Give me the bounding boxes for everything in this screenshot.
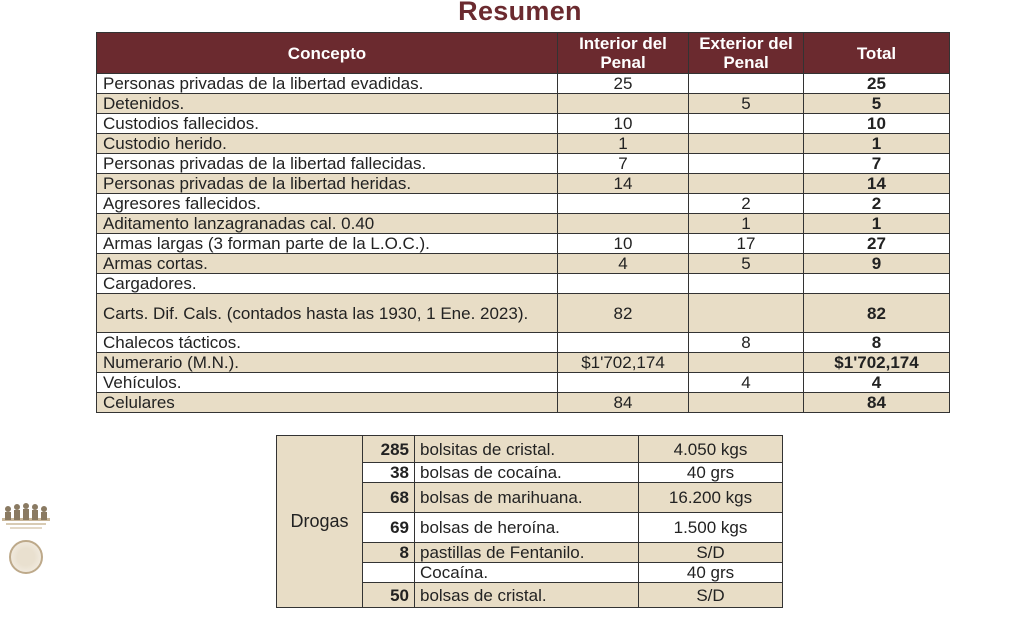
table-row xyxy=(97,294,950,333)
cell-interior: 84 xyxy=(558,393,689,413)
summary-table xyxy=(96,32,950,413)
table-row xyxy=(97,214,950,234)
drugs-table xyxy=(276,435,783,608)
drug-count: 69 xyxy=(363,513,415,543)
cell-total: 27 xyxy=(804,234,950,254)
drug-amount: 1.500 kgs xyxy=(639,513,783,543)
cell-interior: $1'702,174 xyxy=(558,353,689,373)
drug-amount: S/D xyxy=(639,583,783,608)
cell-concepto: Chalecos tácticos. xyxy=(97,333,558,353)
page-title: Resumen xyxy=(458,0,582,26)
cell-total: 9 xyxy=(804,254,950,274)
table-row xyxy=(97,274,950,294)
cell-interior xyxy=(558,274,689,294)
cell-total: 1 xyxy=(804,134,950,154)
cell-concepto: Vehículos. xyxy=(97,373,558,393)
drug-amount: S/D xyxy=(639,543,783,563)
cell-exterior xyxy=(689,74,804,94)
drug-item: bolsas de marihuana. xyxy=(415,483,639,513)
table-row xyxy=(97,174,950,194)
cell-total: 10 xyxy=(804,114,950,134)
cell-total: 2 xyxy=(804,194,950,214)
cell-concepto: Armas cortas. xyxy=(97,254,558,274)
drug-count: 38 xyxy=(363,463,415,483)
cell-total: 5 xyxy=(804,94,950,114)
cell-concepto: Aditamento lanzagranadas cal. 0.40 xyxy=(97,214,558,234)
cell-total: 4 xyxy=(804,373,950,393)
cell-concepto: Personas privadas de la libertad heridas. xyxy=(97,174,558,194)
table-row xyxy=(97,373,950,393)
cell-concepto: Armas largas (3 forman parte de la L.O.C.). xyxy=(97,234,558,254)
cell-interior: 82 xyxy=(558,294,689,333)
cell-concepto: Numerario (M.N.). xyxy=(97,353,558,373)
header-exterior: Exterior del Penal xyxy=(689,33,804,74)
drug-count: 50 xyxy=(363,583,415,608)
header-total: Total xyxy=(804,33,950,74)
cell-total: 82 xyxy=(804,294,950,333)
cell-total: 14 xyxy=(804,174,950,194)
cell-concepto: Agresores fallecidos. xyxy=(97,194,558,214)
drug-item: bolsas de cristal. xyxy=(415,583,639,608)
cell-interior: 10 xyxy=(558,234,689,254)
cell-total: 8 xyxy=(804,333,950,353)
cell-total: 25 xyxy=(804,74,950,94)
table-row xyxy=(97,333,950,353)
cell-total xyxy=(804,274,950,294)
cell-interior: 4 xyxy=(558,254,689,274)
government-crowd-logo-icon xyxy=(2,498,50,530)
table-row xyxy=(97,393,950,413)
drug-item: bolsitas de cristal. xyxy=(415,436,639,463)
drug-count: 68 xyxy=(363,483,415,513)
table-row xyxy=(97,74,950,94)
drug-count xyxy=(363,563,415,583)
cell-exterior xyxy=(689,134,804,154)
drug-row xyxy=(277,436,783,463)
drug-item: Cocaína. xyxy=(415,563,639,583)
cell-exterior xyxy=(689,353,804,373)
cell-interior: 14 xyxy=(558,174,689,194)
table-row xyxy=(97,134,950,154)
drug-item: pastillas de Fentanilo. xyxy=(415,543,639,563)
cell-exterior xyxy=(689,393,804,413)
cell-concepto: Carts. Dif. Cals. (contados hasta las 1930, 1 Ene. 2023). xyxy=(97,294,558,333)
cell-exterior: 8 xyxy=(689,333,804,353)
cell-exterior: 2 xyxy=(689,194,804,214)
cell-exterior xyxy=(689,274,804,294)
drug-amount: 40 grs xyxy=(639,463,783,483)
national-seal-icon xyxy=(9,540,43,574)
drug-amount: 40 grs xyxy=(639,563,783,583)
cell-total: 1 xyxy=(804,214,950,234)
cell-total: 84 xyxy=(804,393,950,413)
cell-exterior: 17 xyxy=(689,234,804,254)
cell-interior xyxy=(558,373,689,393)
table-row xyxy=(97,353,950,373)
drug-item: bolsas de heroína. xyxy=(415,513,639,543)
table-row xyxy=(97,234,950,254)
drug-amount: 16.200 kgs xyxy=(639,483,783,513)
drug-count: 285 xyxy=(363,436,415,463)
cell-concepto: Personas privadas de la libertad fallecidas. xyxy=(97,154,558,174)
cell-exterior xyxy=(689,294,804,333)
table-row xyxy=(97,154,950,174)
cell-concepto: Detenidos. xyxy=(97,94,558,114)
table-row xyxy=(97,194,950,214)
cell-concepto: Celulares xyxy=(97,393,558,413)
cell-interior xyxy=(558,333,689,353)
drug-item: bolsas de cocaína. xyxy=(415,463,639,483)
cell-total: $1'702,174 xyxy=(804,353,950,373)
cell-exterior: 5 xyxy=(689,254,804,274)
cell-exterior xyxy=(689,154,804,174)
table-row xyxy=(97,114,950,134)
cell-concepto: Cargadores. xyxy=(97,274,558,294)
cell-exterior: 1 xyxy=(689,214,804,234)
government-logo xyxy=(0,498,52,590)
table-row xyxy=(97,94,950,114)
cell-exterior xyxy=(689,114,804,134)
drug-count: 8 xyxy=(363,543,415,563)
cell-interior: 1 xyxy=(558,134,689,154)
drug-category: Drogas xyxy=(277,436,363,608)
cell-interior xyxy=(558,94,689,114)
cell-concepto: Personas privadas de la libertad evadidas. xyxy=(97,74,558,94)
drug-amount: 4.050 kgs xyxy=(639,436,783,463)
cell-interior: 25 xyxy=(558,74,689,94)
cell-concepto: Custodio herido. xyxy=(97,134,558,154)
cell-interior: 10 xyxy=(558,114,689,134)
header-concepto: Concepto xyxy=(97,33,558,74)
cell-total: 7 xyxy=(804,154,950,174)
cell-interior xyxy=(558,214,689,234)
cell-concepto: Custodios fallecidos. xyxy=(97,114,558,134)
cell-interior xyxy=(558,194,689,214)
table-row xyxy=(97,254,950,274)
cell-exterior: 4 xyxy=(689,373,804,393)
summary-header-row xyxy=(97,33,950,74)
header-interior: Interior del Penal xyxy=(558,33,689,74)
cell-interior: 7 xyxy=(558,154,689,174)
cell-exterior xyxy=(689,174,804,194)
cell-exterior: 5 xyxy=(689,94,804,114)
